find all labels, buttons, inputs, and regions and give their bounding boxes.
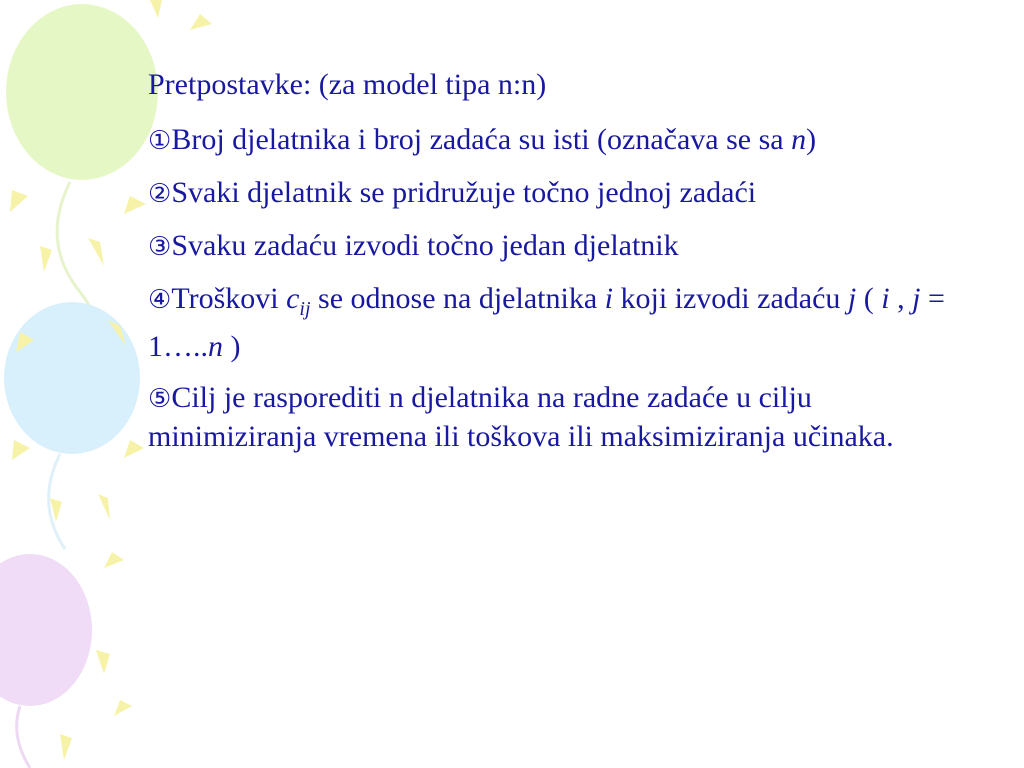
balloon-purple (0, 554, 92, 706)
marker-2: ② (148, 179, 172, 209)
slide-heading: Pretpostavke: (za model tipa n:n) (148, 68, 547, 101)
marker-3: ③ (148, 232, 172, 262)
slide-body (148, 66, 948, 469)
list-item: ②Svaki djelatnik se pridružuje točno jednoj zadaći (148, 176, 757, 209)
cost-variable: c (286, 282, 300, 315)
list-item: ⑤Cilj je rasporediti n djelatnika na radne zadaće u cilju minimiziranja vremena ili toškova ili maksimiziranja učinaka. (148, 381, 894, 453)
balloon-blue (4, 302, 140, 454)
list-item: ④Troškovi $c_{ij}$ se odnose na djelatnika i koji izvodi zadaću j ( i , j = 1…..n ) (148, 282, 945, 363)
list-item: ①Broj djelatnika i broj zadaća su isti (označava se sa n) (148, 123, 817, 156)
marker-4: ④ (148, 285, 172, 315)
balloon-green (6, 4, 158, 180)
marker-5: ⑤ (148, 384, 172, 414)
balloon-string (17, 706, 30, 768)
list-item: ③Svaku zadaću izvodi točno jedan djelatnik (148, 229, 679, 262)
marker-1: ① (148, 126, 172, 156)
